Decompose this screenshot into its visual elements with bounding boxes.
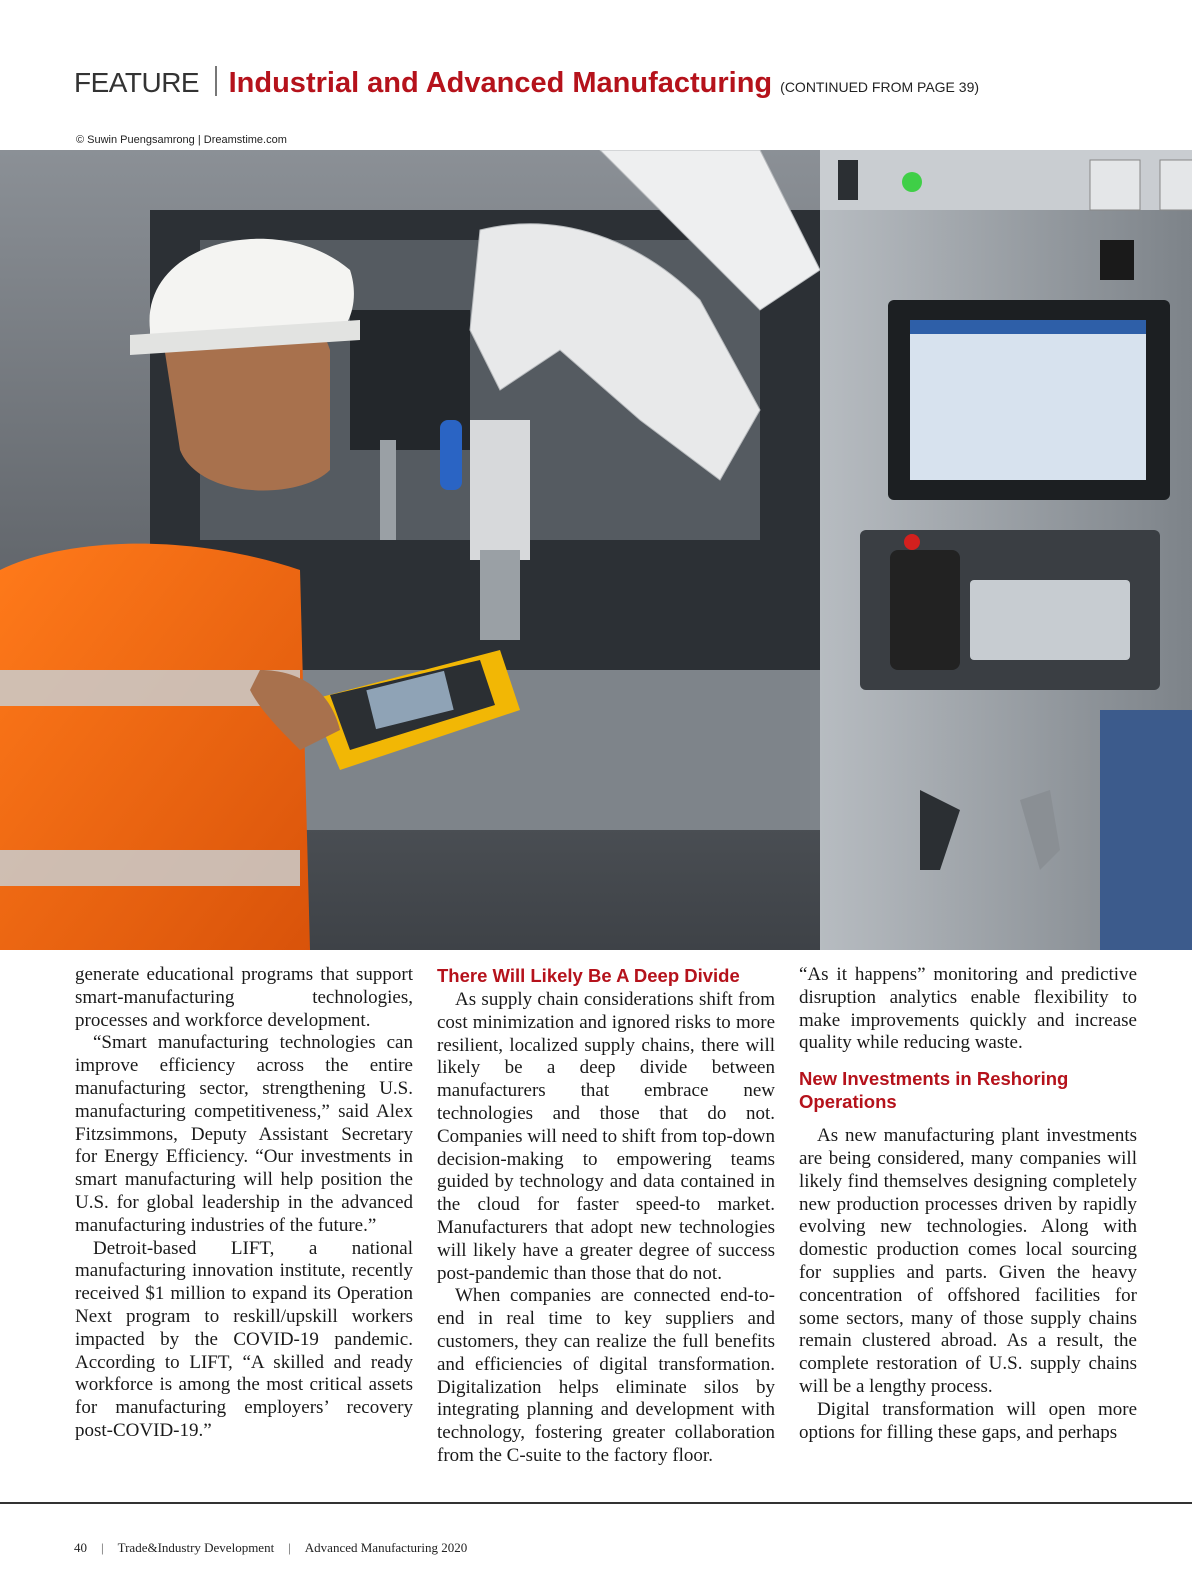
paragraph: Detroit-based LIFT, a national manufacturing innovation institute, recently received $1 million to expand its Operation Next program to reskill/upskill workers impacted by the COVID-19 pandemic. According to LIFT, “A skilled and ready workforce is among the most critical assets for manufacturing employers’ recovery post-COVID-19.” [75,1237,413,1441]
photo-credit: © Suwin Puengsamrong | Dreamstime.com [76,134,287,146]
paragraph: “As it happens” monitoring and predictive disruption analytics enable flexibility to make improvements quickly and increase quality while reducing waste. [799,964,1137,1054]
feature-header [74,66,1174,108]
feature-title: Industrial and Advanced Manufacturing [228,67,773,99]
continued-note: (CONTINUED FROM PAGE 39) [780,79,980,95]
photo-icon [0,150,1192,950]
header-divider [215,66,217,96]
footer-divider: | [288,1540,291,1555]
text-column-3 [799,964,1137,1444]
paragraph: When companies are connected end-to-end in real time to key suppliers and customers, they can realize the full benefits and efficiencies of digital transformation. Digitalization helps eliminate silos by integrating planning and development with technology, fostering greater collaboration from the C-suite to the factory floor. [437,1285,775,1466]
paragraph: As supply chain considerations shift from cost minimization and ignored risks to more resilient, localized supply chains, there will likely be a deep divide between manufacturers that embrace new technologies and those that do not. Companies will need to shift from top-down decision-making to empowering teams guided by technology and data contained in the cloud for faster speed-to market. Manufacturers that adopt new technologies will likely have a greater degree of success post-pandemic than those that do not. [437,989,775,1284]
paragraph: Digital transformation will open more options for filling these gaps, and perhaps [799,1398,1137,1443]
paragraph: “Smart manufacturing technologies can improve efficiency across the entire manufacturing sector, strengthening U.S. manufacturing competitiveness,” said Alex Fitzsimmons, Deputy Assistant Secretary for Energy Efficiency. “Our investments in smart manufacturing will help position the U.S. for global leadership in the advanced manufacturing industries of the future.” [75,1032,413,1236]
footer-divider: | [101,1540,104,1555]
footer-rule [0,1502,1192,1504]
page-footer [74,1540,467,1556]
page-number: 40 [74,1540,87,1555]
text-column-2 [437,964,775,1468]
paragraph: As new manufacturing plant investments are being considered, many companies will likely find themselves designing completely new production processes driven by rapidly evolving new technologies. Along with domestic production comes local sourcing for supplies and parts. Given the heavy concentration of offshored facilities for some sectors, many of those supply chains remain clustered abroad. As a result, the complete restoration of U.S. supply chains will be a lengthy process. [799,1125,1137,1397]
section-heading: There Will Likely Be A Deep Divide [437,965,740,986]
text-column-1 [75,964,413,1443]
publication-name: Trade&Industry Development [117,1540,275,1555]
section-kicker: FEATURE [74,67,200,98]
issue-name: Advanced Manufacturing 2020 [304,1540,468,1555]
paragraph: generate educational programs that support smart-manufacturing technologies, processes and workforce development. [75,964,413,1031]
section-heading: New Investments in Reshoring Operations [799,1068,1069,1113]
feature-photo [0,150,1192,950]
